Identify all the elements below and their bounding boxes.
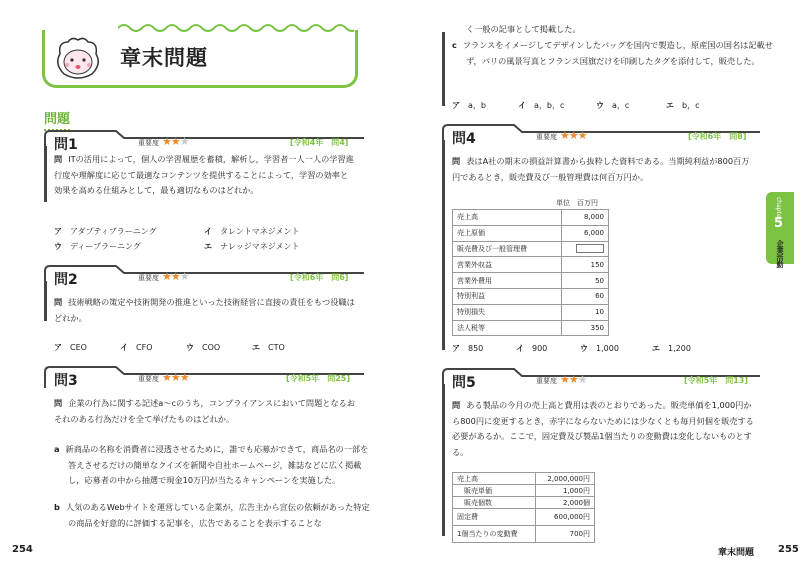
star-off: ★ <box>577 373 587 386</box>
row-label: 売上高 <box>453 210 562 226</box>
row-value: 10 <box>562 304 609 320</box>
page-number-left: 254 <box>12 544 33 555</box>
choice-a[interactable]: ア CEO <box>54 343 87 352</box>
row-value: 700円 <box>536 526 595 543</box>
row-value: 6,000 <box>562 225 609 241</box>
row-label: 売上高 <box>453 473 536 485</box>
question-left-bar <box>442 32 445 106</box>
row-label: 特別損失 <box>453 304 562 320</box>
question-left-bar <box>442 140 445 350</box>
chapter-topic: 企業活動 <box>776 240 784 268</box>
star-on: ★★★ <box>162 371 189 384</box>
importance-stars <box>560 129 587 142</box>
row-value: 1,000円 <box>536 485 595 497</box>
footer-chapter-label: 章末問題 <box>718 548 755 558</box>
row-label: 売上原価 <box>453 225 562 241</box>
question-text <box>54 152 356 199</box>
importance-label: 重要度 <box>536 377 557 385</box>
question-3-continued <box>442 18 773 114</box>
answer-blank <box>576 244 604 253</box>
question-1 <box>44 130 364 258</box>
question-left-bar <box>442 384 445 536</box>
statement-body: 人気のあるWebサイトを運営している企業が，広告主から宣伝の依頼があった特定の商品を好意的に評価する記事を，広告であることを表示することな <box>65 502 370 528</box>
question-2 <box>44 265 364 355</box>
question-lead: 問 <box>452 156 461 166</box>
section-heading: 問題 <box>44 108 70 131</box>
statement-b-tail: く一般の記事として掲載した。 <box>466 24 581 34</box>
table-row <box>453 526 595 543</box>
income-statement-table <box>452 209 609 336</box>
importance-stars <box>162 371 189 384</box>
row-label: 販売費及び一般管理費 <box>453 241 562 257</box>
choice-u[interactable]: ウ ディープラーニング <box>54 242 141 251</box>
question-body: ある製品の今月の売上高と費用は表のとおりであった。販売単価を1,000円から800円に変更するとき，赤字にならないためには少なくとも毎月何個を販売する必要があるか。ここで，固定費及び製品1個当たりの変動費は変化しないものとする。 <box>452 400 754 457</box>
question-number: 問5 <box>452 375 476 391</box>
row-value: 150 <box>562 257 609 273</box>
right-page <box>400 0 800 568</box>
row-value: 60 <box>562 288 609 304</box>
question-text <box>54 396 358 427</box>
importance-label: 重要度 <box>138 274 159 282</box>
star-on: ★★ <box>560 373 578 386</box>
question-left-bar <box>44 281 47 321</box>
star-off: ★ <box>179 135 189 148</box>
row-value: 2,000,000円 <box>536 473 595 485</box>
row-value-blank <box>562 241 609 257</box>
chapter-number: 5 <box>774 216 784 231</box>
importance-stars <box>162 135 189 148</box>
table-row <box>453 273 609 289</box>
question-lead: 問 <box>54 154 63 164</box>
star-on: ★★ <box>162 135 180 148</box>
choice-a[interactable]: ア アダプティブラーニング <box>54 227 157 236</box>
chapter-word: chapter <box>775 197 782 221</box>
row-value: 350 <box>562 320 609 336</box>
choice-i[interactable]: イ CFO <box>120 343 153 352</box>
question-number: 問4 <box>452 131 476 147</box>
table-row <box>453 304 609 320</box>
row-label: 販売単価 <box>453 485 536 497</box>
table-row <box>453 473 595 485</box>
row-label: 営業外収益 <box>453 257 562 273</box>
table-row <box>453 320 609 336</box>
table-row <box>453 241 609 257</box>
choice-i[interactable]: イ 900 <box>516 344 548 353</box>
question-body: 企業の行為に関する記述a～cのうち，コンプライアンスにおいて問題となるおそれのある行為だけを全て挙げたものはどれか。 <box>54 398 356 424</box>
page-number-right: 255 <box>778 544 799 555</box>
row-label: 販売個数 <box>453 497 536 509</box>
question-number: 問1 <box>54 137 78 153</box>
row-label: 法人税等 <box>453 320 562 336</box>
statement-body: 新商品の名称を消費者に浸透させるために，誰でも応募ができて，商品名の一部を答えさせるだけの簡単なクイズを新聞や自社ホームページ，雑誌などに広く掲載し，応募者の中から抽選で現金10万円が当たるキャンペーンを実施した。 <box>65 444 369 486</box>
question-text <box>54 295 356 326</box>
row-value: 50 <box>562 273 609 289</box>
statement-mark: b <box>54 502 60 512</box>
star-off: ★ <box>179 270 189 283</box>
importance-label: 重要度 <box>536 133 557 141</box>
row-label: 1個当たりの変動費 <box>453 526 536 543</box>
row-value: 600,000円 <box>536 509 595 526</box>
table-row <box>453 225 609 241</box>
statement-b <box>54 500 372 531</box>
exam-era: [令和6年 問6] <box>290 273 349 282</box>
question-number: 問2 <box>54 272 78 288</box>
star-on: ★★ <box>162 270 180 283</box>
statement-mark: c <box>452 40 457 50</box>
table-row <box>453 288 609 304</box>
row-label: 固定費 <box>453 509 536 526</box>
choice-e[interactable]: エ ナレッジマネジメント <box>204 242 300 251</box>
question-body: ITの活用によって，個人の学習履歴を蓄積，解析し，学習者一人一人の学習進行度や理解度に応じて最適なコンテンツを提供することによって，学習の効率と効果を高める仕組みとして，最も適切なものはどれか。 <box>54 154 354 196</box>
importance-label: 重要度 <box>138 375 159 383</box>
table-row <box>453 210 609 226</box>
statement-body: フランスをイメージしてデザインしたバッグを国内で製造し，原産国の国名は記載せず，パリの風景写真とフランス国旗だけを印刷したタグを添付して，販売した。 <box>462 40 773 66</box>
question-text <box>452 398 754 460</box>
question-lead: 問 <box>452 400 461 410</box>
table-row <box>453 257 609 273</box>
row-label: 営業外費用 <box>453 273 562 289</box>
statement-c <box>452 38 776 69</box>
exam-era: [令和4年 問4] <box>290 138 349 147</box>
question-lead: 問 <box>54 398 63 408</box>
choice-e[interactable]: エ 1,200 <box>652 344 691 353</box>
question-left-bar <box>44 146 47 202</box>
exam-era: [令和5年 問13] <box>684 376 749 385</box>
star-on: ★★★ <box>560 129 587 142</box>
question-5 <box>442 368 760 540</box>
importance-stars <box>560 373 587 386</box>
choice-a[interactable]: ア a，b <box>452 101 486 110</box>
choice-u[interactable]: ウ 1,000 <box>580 344 619 353</box>
choice-e[interactable]: エ CTO <box>252 343 285 352</box>
statement-mark: a <box>54 444 60 454</box>
mascot-icon <box>52 34 104 82</box>
cost-table <box>452 472 595 543</box>
choice-i[interactable]: イ タレントマネジメント <box>204 227 300 236</box>
question-body: 技術戦略の策定や技術開発の推進といった技術経営に直接の責任をもつ役職はどれか。 <box>54 297 355 323</box>
question-number: 問3 <box>54 373 78 389</box>
statement-a <box>54 442 372 489</box>
chapter-title: 章末問題 <box>120 46 208 70</box>
exam-era: [令和5年 問25] <box>286 374 351 383</box>
choice-a[interactable]: ア 850 <box>452 344 484 353</box>
question-body: 表はA社の期末の損益計算書から抜粋した資料である。当期純利益が800百万円であるとき，販売費及び一般管理費は何百万円か。 <box>452 156 750 182</box>
row-label: 特別利益 <box>453 288 562 304</box>
question-4 <box>442 124 760 360</box>
table-unit-caption: 単位 百万円 <box>556 199 598 207</box>
question-text <box>452 154 754 185</box>
importance-stars <box>162 270 189 283</box>
table-row <box>453 485 595 497</box>
row-value: 8,000 <box>562 210 609 226</box>
row-value: 2,000個 <box>536 497 595 509</box>
exam-era: [令和6年 問8] <box>688 132 747 141</box>
question-lead: 問 <box>54 297 63 307</box>
choice-u[interactable]: ウ a，c <box>596 101 630 110</box>
choice-u[interactable]: ウ COO <box>186 343 221 352</box>
choice-i[interactable]: イ a，b，c <box>518 101 565 110</box>
choice-e[interactable]: エ b，c <box>666 101 700 110</box>
table-row <box>453 497 595 509</box>
question-3 <box>44 366 370 538</box>
importance-label: 重要度 <box>138 139 159 147</box>
table-row <box>453 509 595 526</box>
